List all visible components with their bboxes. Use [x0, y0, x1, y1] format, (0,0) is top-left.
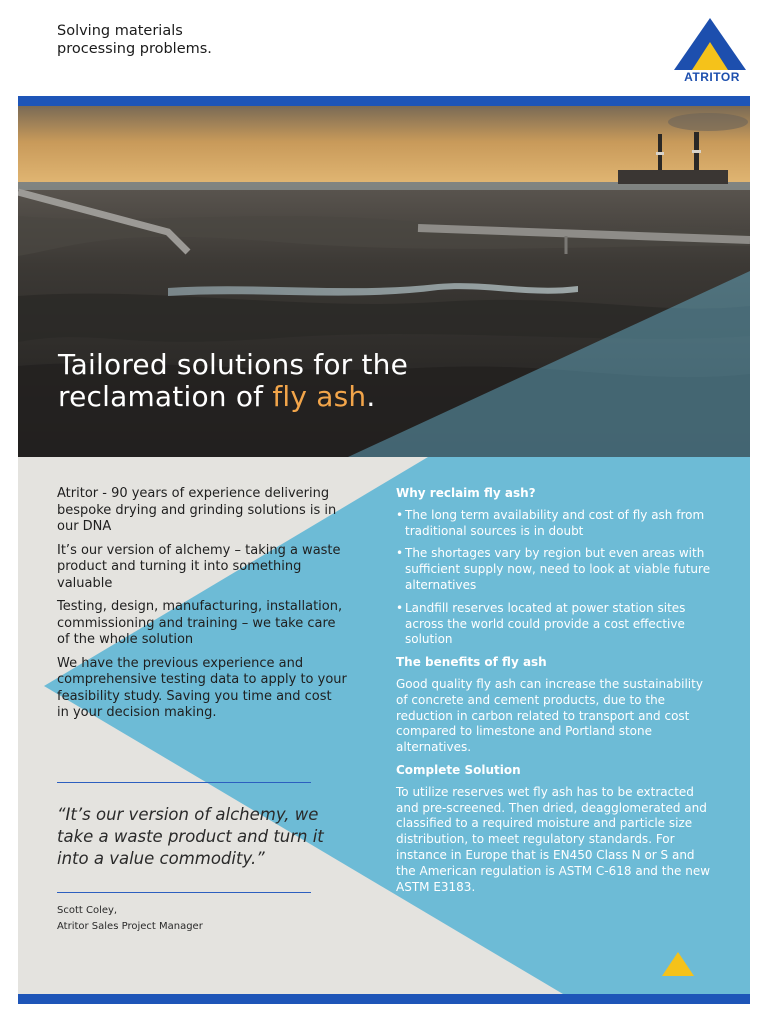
tagline-line-1: Solving materials	[57, 23, 183, 39]
logo-triangle-icon	[672, 16, 752, 72]
hero-title-line-2-prefix: reclamation of	[58, 380, 273, 413]
intro-paragraph-3: Testing, design, manufacturing, installation, commissioning and training – we take care of the whole solution	[57, 599, 343, 647]
quote-rule-top	[57, 782, 311, 783]
attribution-name: Scott Coley,	[57, 905, 118, 916]
attribution-role: Atritor Sales Project Manager	[57, 921, 203, 932]
tagline-line-2: processing problems.	[57, 41, 212, 57]
intro-paragraph-2: It’s our version of alchemy – taking a waste product and turning it into something valuable	[57, 542, 341, 591]
heading-complete-solution: Complete Solution	[396, 762, 521, 777]
quote-attribution	[57, 903, 203, 935]
hero-title-suffix: .	[366, 380, 376, 413]
details-column	[396, 486, 716, 902]
pull-quote: “It’s our version of alchemy, we take a waste product and turn it into a value commodity.”	[57, 805, 324, 868]
hero-image	[18, 106, 750, 457]
hero-title	[58, 349, 408, 413]
hero-title-accent: fly ash	[272, 380, 367, 413]
hero-title-line-1: Tailored solutions for the	[58, 348, 409, 381]
tagline	[57, 22, 297, 58]
atritor-logo	[672, 16, 752, 86]
intro-paragraph-1: Atritor - 90 years of experience delivering bespoke drying and grinding solutions is in our DNA	[57, 486, 337, 534]
yellow-triangle-icon	[661, 951, 695, 977]
top-accent-bar	[18, 96, 750, 106]
list-item: • Landfill reserves located at power station sites across the world could provide a cost effective solution	[396, 601, 716, 648]
heading-benefits: The benefits of fly ash	[396, 655, 547, 670]
quote-rule-bottom	[57, 892, 311, 893]
heading-why-reclaim: Why reclaim fly ash?	[396, 486, 536, 500]
intro-paragraph-4: We have the previous experience and comprehensive testing data to apply to your feasibility study. Saving you time and cost in your decision making.	[57, 655, 347, 720]
why-reclaim-list	[396, 508, 716, 648]
list-item: • The long term availability and cost of fly ash from traditional sources is in doubt	[396, 508, 716, 540]
logo-text: ATRITOR	[684, 70, 740, 84]
complete-solution-text: To utilize reserves wet fly ash has to be extracted and pre-screened. Then dried, deagglomerated and classified to a required moisture and particle size distribution, to meet regulatory standards. For instance in Europe that is EN450 Class N or S and the American regulation is ASTM C-618 and the new ASTM E3183.	[396, 784, 711, 894]
intro-column	[57, 486, 347, 729]
bottom-accent-bar	[18, 994, 750, 1004]
list-item: • The shortages vary by region but even areas with sufficient supply now, need to look at viable future alternatives	[396, 546, 716, 593]
benefits-text: Good quality fly ash can increase the sustainability of concrete and cement products, due to the reduction in carbon related to transport and cost compared to limestone and Portland stone alternatives.	[396, 676, 703, 755]
